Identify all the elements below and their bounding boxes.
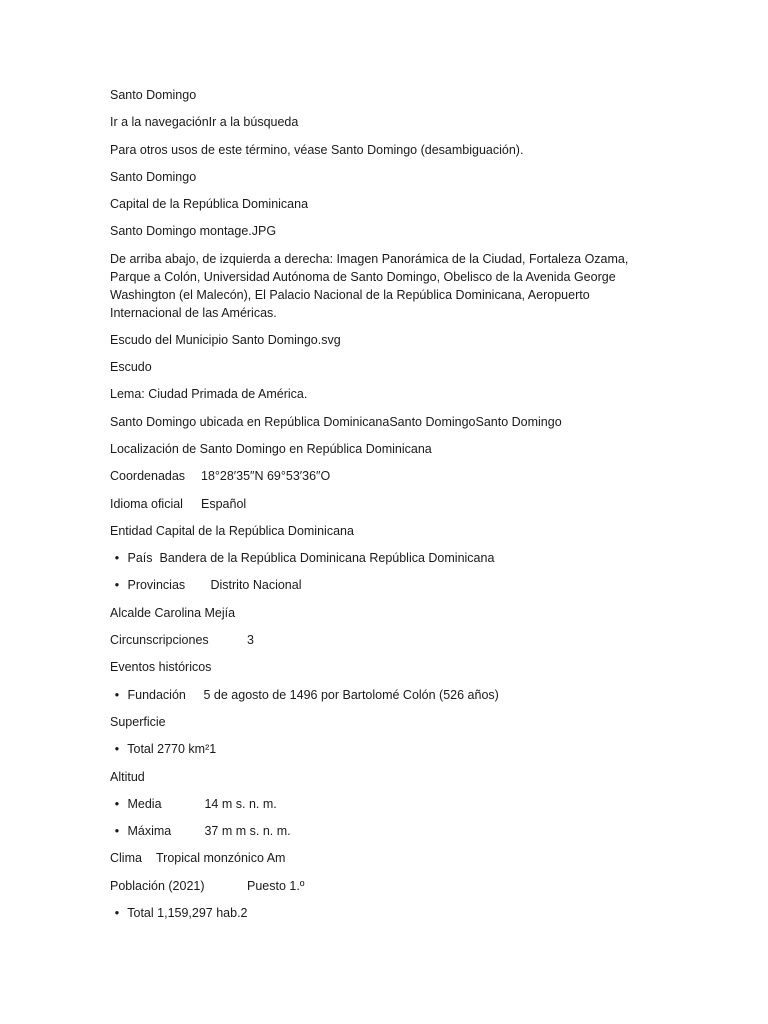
mayor-label: Alcalde (110, 605, 151, 620)
surface-total-label: Total (127, 742, 154, 757)
altitude-mean-label: Media (127, 796, 162, 811)
entity-value: Capital de la República Dominicana (155, 523, 354, 538)
altitude-mean-row (110, 795, 650, 822)
altitude-mean-value: 14 m s. n. m. (204, 796, 277, 811)
climate-value: Tropical monzónico Am (156, 851, 286, 866)
bullet: • (114, 824, 120, 839)
coordinates-label: Coordenadas (110, 469, 186, 484)
language-row (110, 495, 650, 522)
surface-heading: Superficie (110, 714, 166, 729)
bullet: • (114, 906, 120, 921)
country-label: País (127, 551, 153, 566)
language-label: Idioma oficial (110, 496, 183, 511)
provinces-row (110, 576, 650, 603)
country-value: Bandera de la República Dominicana República Dominicana (159, 551, 495, 566)
entity-row (110, 522, 650, 549)
population-value: Puesto 1.º (247, 878, 305, 893)
bullet: • (114, 551, 120, 566)
surface-total-value: 2770 km²1 (157, 742, 217, 757)
surface-total-row (110, 740, 650, 767)
infobox-title: Santo Domingo (110, 169, 197, 184)
motto: Lema: Ciudad Primada de América. (110, 387, 308, 402)
founding-row (110, 686, 650, 713)
climate-label: Clima (110, 851, 142, 866)
coat-of-arms-file: Escudo del Municipio Santo Domingo.svg (110, 332, 341, 347)
founding-value: 5 de agosto de 1496 por Bartolomé Colón (526 años) (203, 687, 499, 702)
coat-of-arms-caption: Escudo (110, 360, 152, 375)
districts-value: 3 (247, 633, 254, 648)
altitude-max-value: 37 m m s. n. m. (204, 824, 291, 839)
document-page (110, 86, 650, 931)
language-value: Español (201, 496, 247, 511)
disambiguation-note: Para otros usos de este término, véase Santo Domingo (desambiguación). (110, 142, 524, 157)
location-description: Localización de Santo Domingo en República Dominicana (110, 441, 432, 456)
population-label: Población (2021) (110, 878, 205, 893)
population-total-label: Total (127, 906, 154, 921)
page-title: Santo Domingo (110, 88, 197, 102)
entity-label: Entidad (110, 523, 153, 538)
bullet: • (114, 742, 120, 757)
montage-caption: De arriba abajo, de izquierda a derecha: Imagen Panorámica de la Ciudad, Fortaleza Ozama, Parque a Colón, Universidad Autónoma de Santo Domingo, Obelisco de la Avenida George Washington (el Malecón), El Palacio Nacional de la República Dominicana, Aeropuerto Internacional de las Américas. (110, 251, 629, 320)
mayor-value: Carolina Mejía (154, 605, 236, 620)
country-row (110, 549, 650, 576)
districts-row (110, 631, 650, 658)
location-map-caption: Santo Domingo ubicada en República DominicanaSanto DomingoSanto Domingo (110, 414, 562, 429)
population-total-row (110, 904, 650, 931)
bullet: • (114, 578, 120, 593)
navigation-links: Ir a la navegaciónIr a la búsqueda (110, 115, 299, 130)
altitude-heading: Altitud (110, 769, 145, 784)
altitude-max-row (110, 822, 650, 849)
bullet: • (114, 796, 120, 811)
population-total-value: 1,159,297 hab.2 (157, 906, 248, 921)
provinces-label: Provincias (127, 578, 186, 593)
altitude-max-label: Máxima (127, 824, 172, 839)
founding-label: Fundación (127, 687, 186, 702)
bullet: • (114, 687, 120, 702)
coordinates-row (110, 467, 650, 494)
districts-label: Circunscripciones (110, 633, 209, 648)
mayor-row (110, 604, 650, 631)
montage-image-name: Santo Domingo montage.JPG (110, 224, 277, 239)
provinces-value: Distrito Nacional (210, 578, 302, 593)
infobox-subtitle: Capital de la República Dominicana (110, 197, 309, 212)
population-row (110, 877, 650, 904)
coordinates-value: 18°28′35″N 69°53′36″O (201, 469, 331, 484)
events-heading: Eventos históricos (110, 660, 212, 675)
climate-row (110, 849, 650, 876)
